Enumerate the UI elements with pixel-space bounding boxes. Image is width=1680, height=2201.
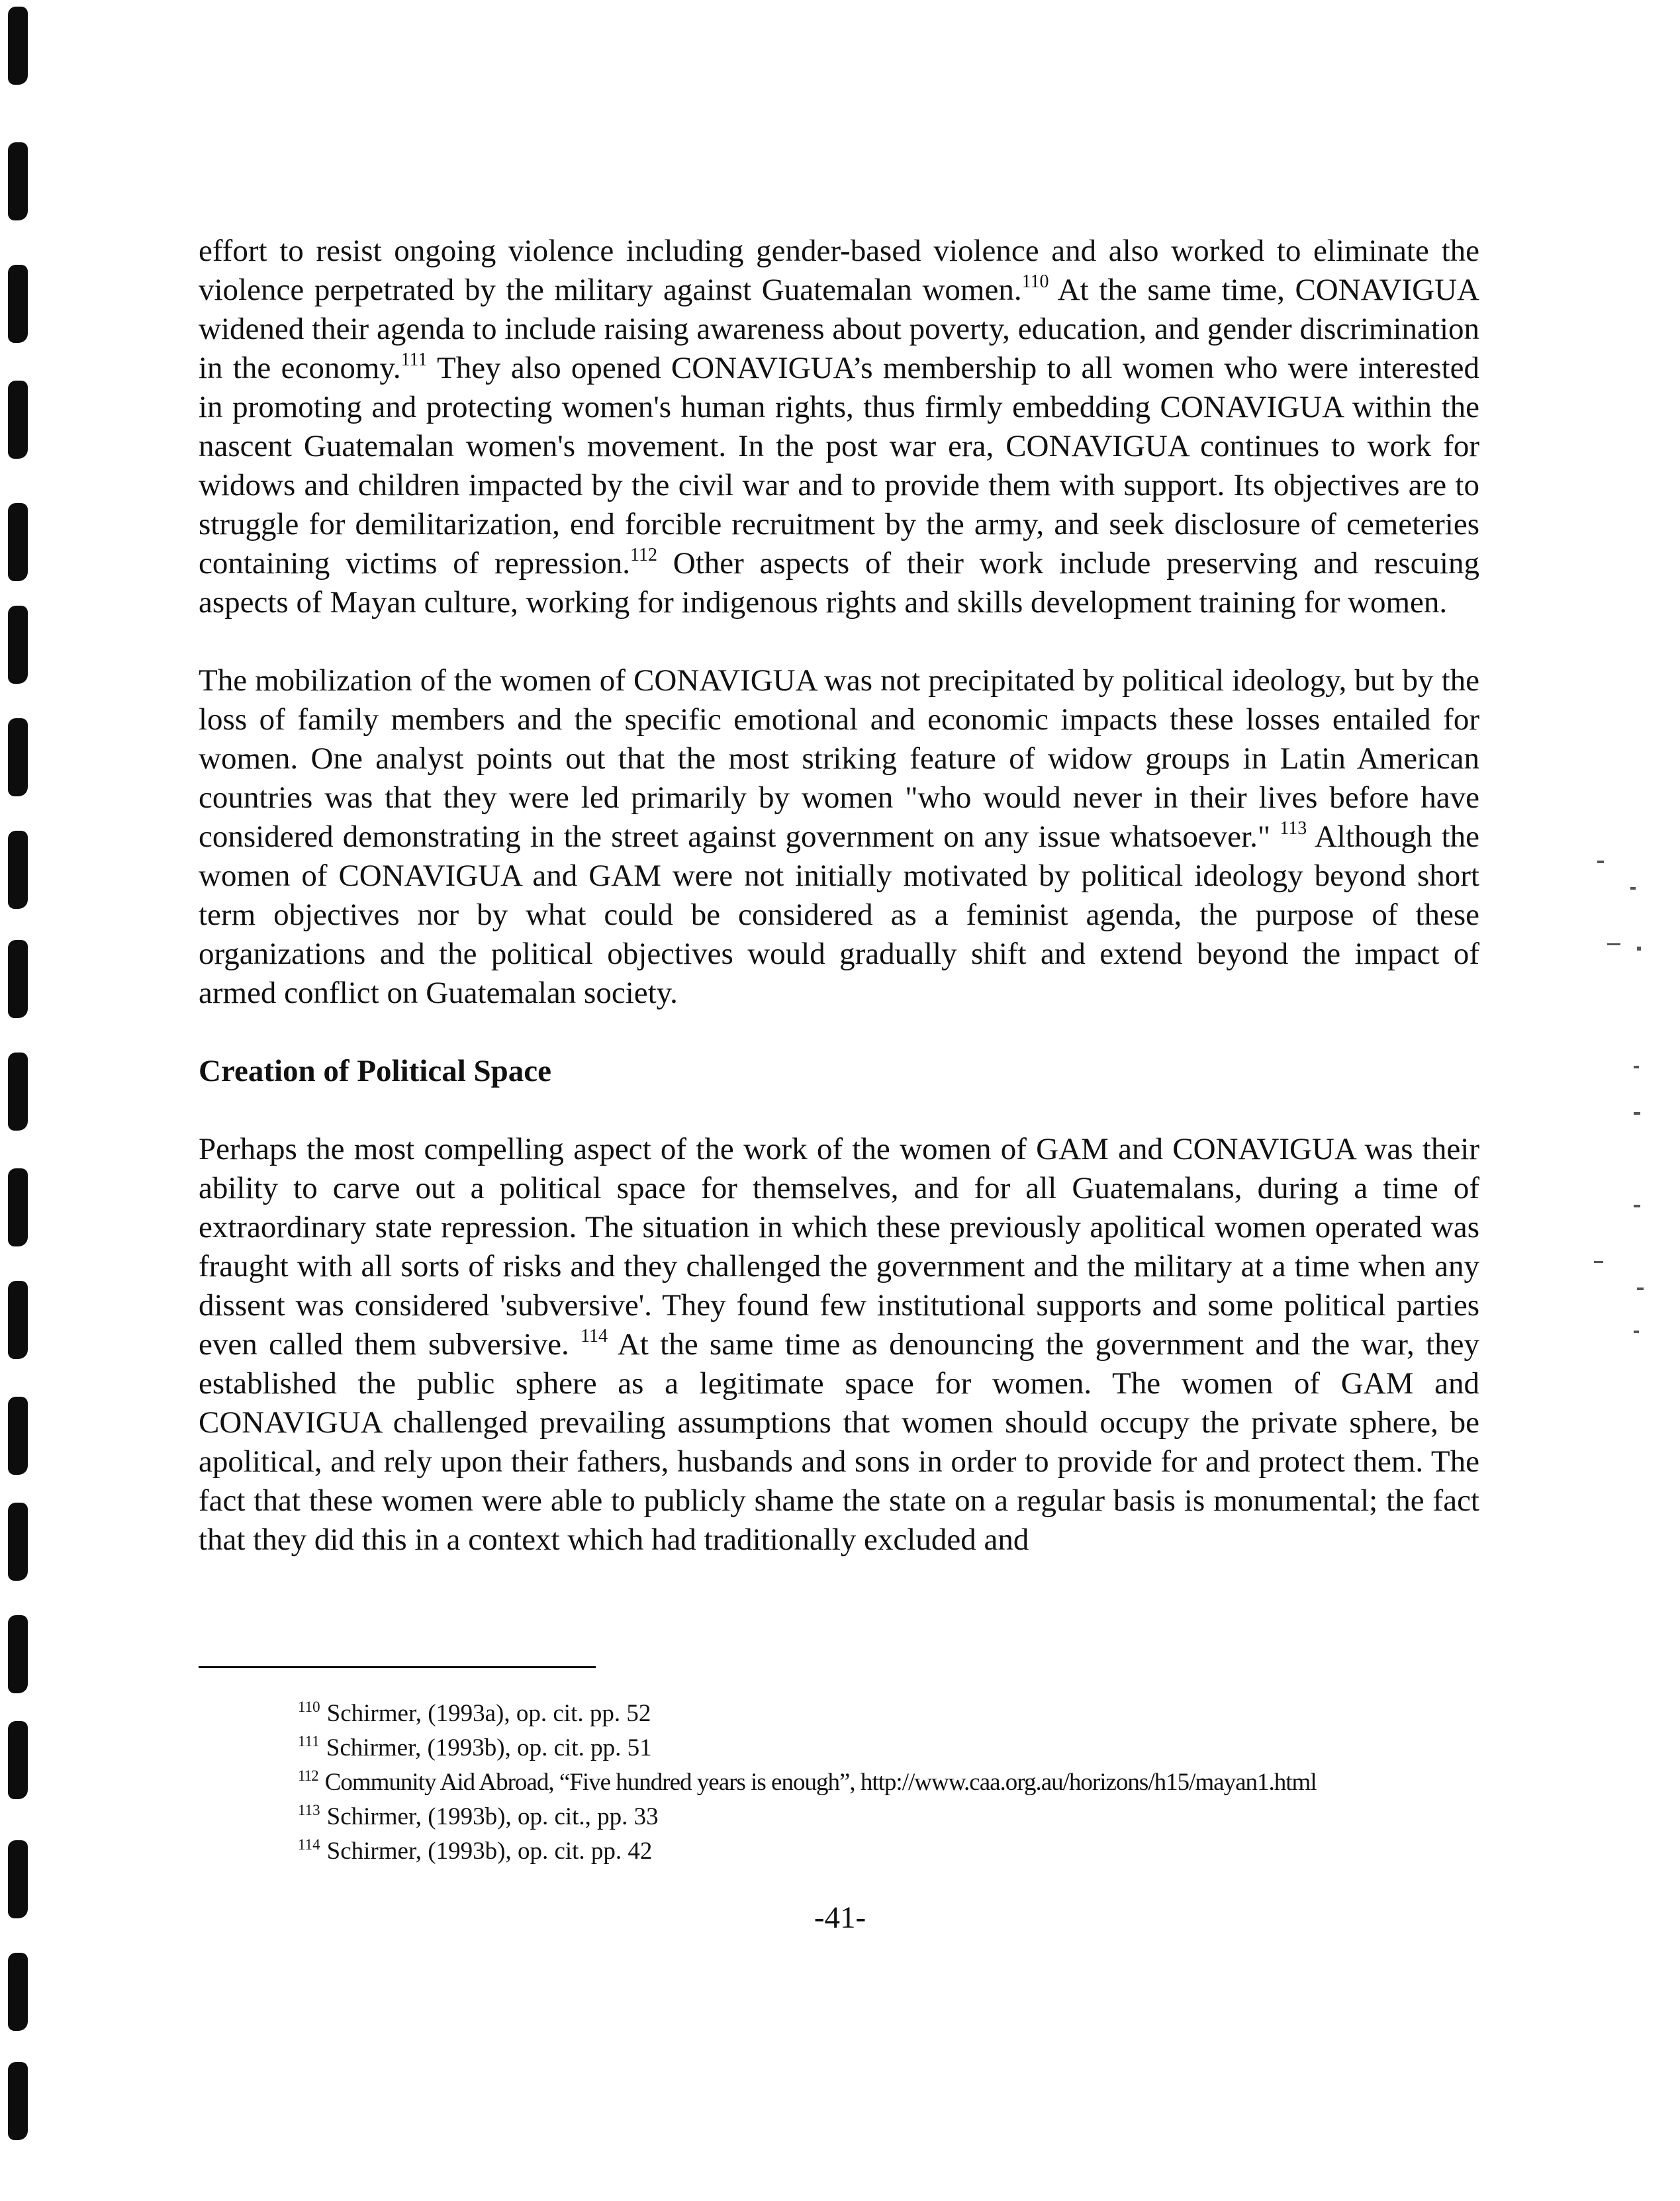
footnote <box>298 1731 1489 1765</box>
footnote-number: 111 <box>298 1733 320 1750</box>
binding-mark <box>8 265 28 343</box>
binding-mark <box>8 940 28 1018</box>
binding-mark <box>8 1397 28 1475</box>
paragraph-text: At the same time as denouncing the government and the war, they established the public sphere as a legitimate space for women. The women of GAM and CONAVIGUA challenged prevailing assumptions that women should occupy the private sphere, be apolitical, and rely upon their fathers, husbands and sons in order to provide for and protect them. The fact that these women were able to publicly shame the state on a regular basis is monumental; the fact that they did this in a context which had traditionally excluded and <box>199 1327 1479 1557</box>
footnote-ref: 111 <box>400 350 428 370</box>
footnote-ref: 113 <box>1280 818 1307 839</box>
footnote-ref: 112 <box>630 545 658 565</box>
footnote <box>298 1834 1489 1869</box>
page-body <box>199 232 1479 1560</box>
binding-mark <box>8 142 28 220</box>
binding-mark <box>8 2062 28 2140</box>
binding-mark <box>8 606 28 684</box>
paragraph-gap <box>199 622 1479 661</box>
binding-mark <box>8 718 28 796</box>
paragraph-conavigua-agenda <box>199 232 1479 622</box>
footnote <box>298 1765 1489 1800</box>
speck <box>1594 1261 1603 1263</box>
paragraph-text: They also opened CONAVIGUA’s membership to all women who were interested in promoting and protecting women's human rights, thus firmly embedding CONAVIGUA within the nascent Guatemalan women's movement. In the post war era, CONAVIGUA continues to work for widows and children impacted by the civil war and to provide them with support. Its objectives are to struggle for demilitarization, end forcible recruitment by the army, and seek disclosure of cemeteries containing victims of repression. <box>199 351 1479 581</box>
footnote-text: Community Aid Abroad, “Five hundred years is enough”, http://www.caa.org.au/horizons/h15/mayan1.html <box>324 1769 1317 1796</box>
page-number: -41- <box>814 1900 866 1935</box>
speck <box>1607 943 1620 945</box>
footnote <box>298 1800 1489 1834</box>
speck <box>1634 1331 1639 1333</box>
speck <box>1637 947 1641 951</box>
speck <box>1637 1288 1644 1290</box>
footnote-ref: 110 <box>1021 271 1049 292</box>
paragraph-mobilization <box>199 661 1479 1013</box>
binding-mark <box>8 1721 28 1799</box>
speck <box>1634 1205 1640 1207</box>
binding-mark <box>8 1503 28 1581</box>
speck <box>1634 1066 1639 1068</box>
paragraph-text: Perhaps the most compelling aspect of the work of the women of GAM and CONAVIGUA was their ability to carve out a political space for themselves, and for all Guatemalans, during a time of extraordinary state repression. The situation in which these previously apolitical women operated was fraught with all sorts of risks and they challenged the government and the military at a time when any dissent was considered 'subversive'. They found few institutional supports and some political parties even called them subversive. <box>199 1132 1479 1362</box>
paragraph-gap <box>199 1091 1479 1130</box>
footnote-text: Schirmer, (1993a), op. cit. pp. 52 <box>326 1700 651 1727</box>
paragraph-gap <box>199 1013 1479 1052</box>
footnote-number: 114 <box>298 1836 320 1853</box>
binding-mark <box>8 1615 28 1693</box>
paragraph-text: The mobilization of the women of CONAVIGUA was not precipitated by political ideology, but by the loss of family members and the specific emotional and economic impacts these losses entailed for women. One analyst points out that the most striking feature of widow groups in Latin American countries was that they were led primarily by women "who would never in their lives before have considered demonstrating in the street against government on any issue whatsoever." <box>199 663 1479 854</box>
section-heading: Creation of Political Space <box>199 1054 552 1088</box>
binding-mark <box>8 1953 28 2031</box>
binding-mark <box>8 1053 28 1131</box>
paragraph-text: effort to resist ongoing violence including gender-based violence and also worked to eliminate the violence perpetrated by the military against Guatemalan women. <box>199 234 1479 307</box>
paragraph-text: Although the women of CONAVIGUA and GAM were not initially motivated by political ideology beyond short term objectives nor by what could be considered as a feminist agenda, the purpose of these organizations and the political objectives would gradually shift and extend beyond the impact of armed conflict on Guatemalan society. <box>199 820 1479 1010</box>
paragraph-text: At the same time, CONAVIGUA widened their agenda to include raising awareness about poverty, education, and gender discrimination in the economy. <box>199 273 1479 385</box>
scan-edge-specks <box>1567 0 1680 2201</box>
speck <box>1630 887 1636 890</box>
binding-mark <box>8 1281 28 1359</box>
binding-mark <box>8 381 28 459</box>
footnotes <box>298 1697 1489 1869</box>
footnote-ref: 114 <box>581 1326 608 1346</box>
binding-mark <box>8 7 28 85</box>
binding-mark <box>8 831 28 909</box>
binding-mark <box>8 503 28 581</box>
footnote-number: 113 <box>298 1802 320 1818</box>
footnote-separator <box>199 1666 596 1668</box>
paragraph-political-space <box>199 1130 1479 1560</box>
footnote-text: Schirmer, (1993b), op. cit. pp. 42 <box>326 1838 653 1865</box>
footnote <box>298 1697 1489 1731</box>
binding-hole-marks <box>0 0 79 2201</box>
footnote-text: Schirmer, (1993b), op. cit., pp. 33 <box>326 1803 659 1830</box>
footnote-text: Schirmer, (1993b), op. cit. pp. 51 <box>326 1734 652 1761</box>
paragraph-text: Other aspects of their work include preserving and rescuing aspects of Mayan culture, working for indigenous rights and skills development training for women. <box>199 546 1479 620</box>
speck <box>1634 1112 1640 1115</box>
binding-mark <box>8 1168 28 1246</box>
footnote-number: 112 <box>298 1767 318 1784</box>
footnote-number: 110 <box>298 1699 320 1715</box>
speck <box>1597 861 1604 863</box>
